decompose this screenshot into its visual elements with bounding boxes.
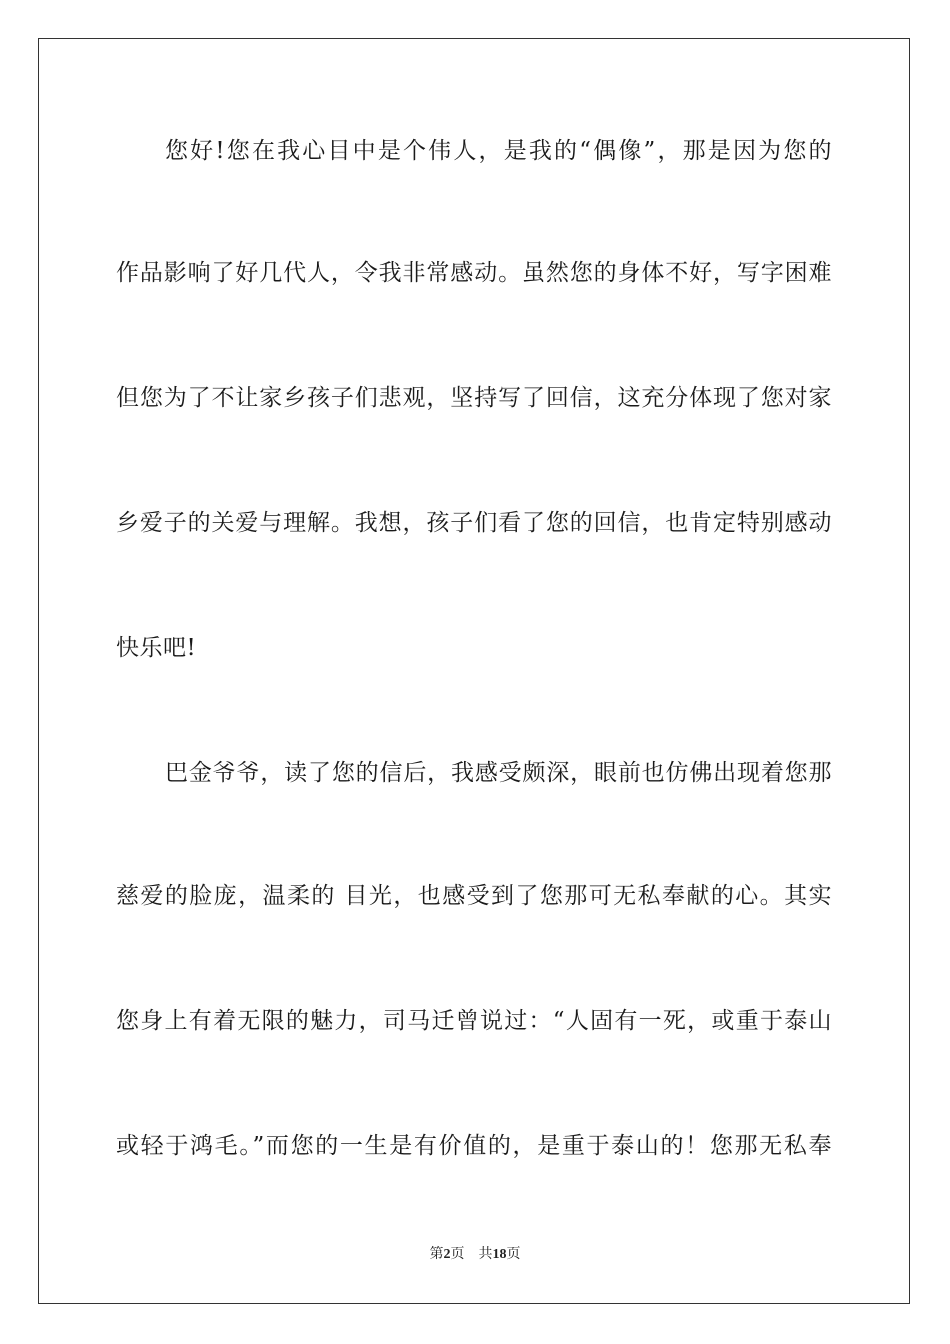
page-border	[38, 38, 910, 1304]
page-suffix: 页	[450, 1247, 465, 1262]
page-prefix: 第	[429, 1247, 444, 1262]
page-footer	[0, 1246, 950, 1264]
total-pages: 18	[492, 1247, 507, 1262]
page-number: 2	[443, 1247, 451, 1262]
total-prefix: 共	[478, 1247, 493, 1262]
paragraph-2-line-4: 或轻于鸿毛。”而您的一生是有价值的，是重于泰山的！您那无私奉	[116, 1133, 832, 1159]
paragraph-1-line-5: 快乐吧!	[116, 635, 197, 661]
paragraph-2-line-2: 慈爱的脸庞，温柔的 目光，也感受到了您那可无私奉献的心。其实	[116, 883, 832, 909]
paragraph-1-line-4: 乡爱子的关爱与理解。我想，孩子们看了您的回信，也肯定特别感动	[116, 510, 832, 536]
paragraph-2-line-1: 巴金爷爷，读了您的信后，我感受颇深，眼前也仿佛出现着您那	[165, 760, 832, 786]
paragraph-1-line-1: 您好!您在我心目中是个伟人，是我的“偶像”，那是因为您的	[165, 138, 832, 164]
paragraph-1-line-3: 但您为了不让家乡孩子们悲观，坚持写了回信，这充分体现了您对家	[116, 385, 832, 411]
paragraph-1-line-2: 作品影响了好几代人，令我非常感动。虽然您的身体不好，写字困难	[116, 260, 832, 286]
total-suffix: 页	[506, 1247, 521, 1262]
paragraph-2-line-3: 您身上有着无限的魅力，司马迁曾说过：“人固有一死，或重于泰山	[116, 1008, 832, 1034]
